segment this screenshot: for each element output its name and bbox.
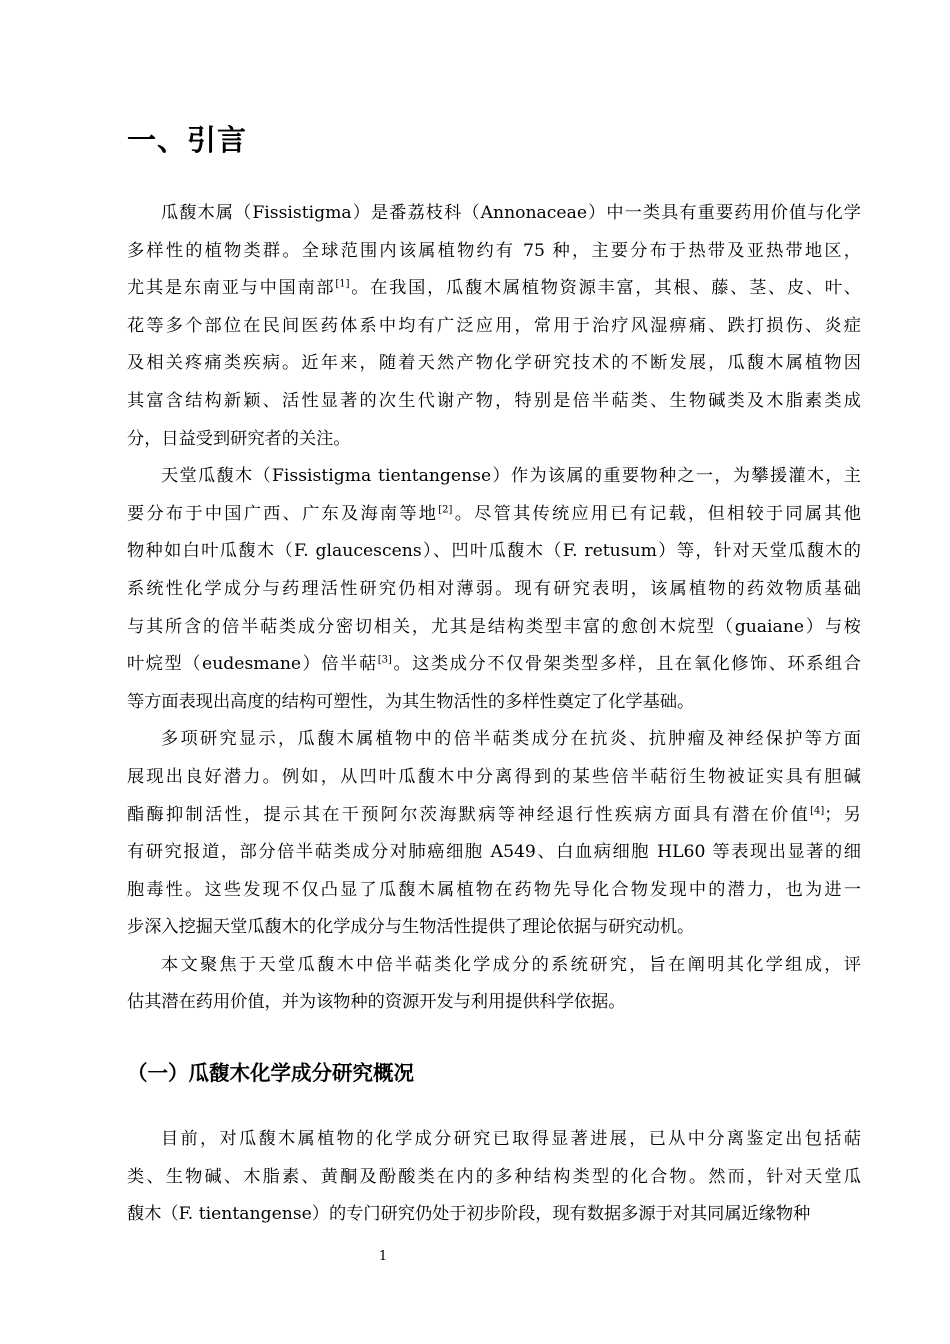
line-text: 叶烷型（eudesmane）倍半萜 (127, 654, 378, 675)
line-text: 尤其是东南亚与中国南部 (127, 278, 336, 299)
paragraph (127, 947, 861, 1022)
text-line: 类、生物碱、木脂素、黄酮及酚酸类在内的多种结构类型的化合物。然而，针对天堂瓜 (127, 1166, 861, 1187)
text-line: 有研究报道，部分倍半萜类成分对肺癌细胞 A549、白血病细胞 HL60 等表现出显著的细 (127, 842, 861, 863)
text-line (127, 646, 861, 684)
text-line: 等方面表现出高度的结构可塑性，为其生物活性的多样性奠定了化学基础。 (127, 691, 695, 712)
text-line: 系统性化学成分与药理活性研究仍相对薄弱。现有研究表明，该属植物的药效物质基础 (127, 578, 861, 599)
text-line: 展现出良好潜力。例如，从凹叶瓜馥木中分离得到的某些倍半萜衍生物被证实具有胆碱 (127, 766, 861, 787)
text-line: 与其所含的倍半萜类成分密切相关，尤其是结构类型丰富的愈创木烷型（guaiane）与桉 (127, 616, 861, 637)
text-line: 本文聚焦于天堂瓜馥木中倍半萜类化学成分的系统研究，旨在阐明其化学组成，评 (161, 954, 861, 975)
intro-body (127, 195, 861, 1022)
page-number: 1 (378, 1249, 388, 1264)
line-text: 。尽管其传统应用已有记载，但相较于同属其他 (452, 503, 861, 524)
text-line: 目前，对瓜馥木属植物的化学成分研究已取得显著进展，已从中分离鉴定出包括萜 (161, 1129, 861, 1149)
citation-marker: [1] (335, 278, 350, 290)
text-line: 物种如白叶瓜馥木（F. glaucescens）、凹叶瓜馥木（F. retusum）等，针对天堂瓜馥木的 (127, 541, 861, 562)
text-line: 花等多个部位在民间医药体系中均有广泛应用，常用于治疗风湿痹痛、跌打损伤、炎症 (127, 315, 861, 336)
text-line: 估其潜在药用价值，并为该物种的资源开发与利用提供科学依据。 (127, 992, 626, 1013)
citation-marker: [2] (438, 504, 453, 516)
text-line: 分，日益受到研究者的关注。 (127, 428, 351, 449)
text-line: 馥木（F. tientangense）的专门研究仍处于初步阶段，现有数据多源于对其同属近缘物种 (127, 1204, 811, 1225)
line-text: ；另 (824, 804, 861, 825)
text-line: 多项研究显示，瓜馥木属植物中的倍半萜类成分在抗炎、抗肿瘤及神经保护等方面 (161, 729, 861, 750)
text-line: 胞毒性。这些发现不仅凸显了瓜馥木属植物在药物先导化合物发现中的潜力，也为进一 (127, 879, 861, 900)
line-text: 要分布于中国广西、广东及海南等地 (127, 503, 439, 524)
text-line: 其富含结构新颖、活性显著的次生代谢产物，特别是倍半萜类、生物碱类及木脂素类成 (127, 390, 861, 411)
text-line: 步深入挖掘天堂瓜馥木的化学成分与生物活性提供了理论依据与研究动机。 (127, 917, 695, 938)
text-line (127, 797, 861, 835)
text-line: 天堂瓜馥木（Fissistigma tientangense）作为该属的重要物种之一，为攀援灌木，主 (161, 466, 861, 487)
section-title: 一、引言 (127, 123, 248, 157)
paragraph (127, 721, 861, 947)
line-text: 。在我国，瓜馥木属植物资源丰富，其根、藤、茎、皮、叶、 (349, 278, 861, 299)
text-line: 瓜馥木属（Fissistigma）是番荔枝科（Annonaceae）中一类具有重要药用价值与化学 (161, 203, 861, 223)
paragraph (127, 195, 861, 458)
subsection-title: （一）瓜馥木化学成分研究概况 (127, 1061, 414, 1085)
paragraph (127, 458, 861, 721)
paragraph (127, 1121, 861, 1234)
text-line (127, 496, 861, 534)
citation-marker: [4] (810, 804, 825, 816)
text-line: 及相关疼痛类疾病。近年来，随着天然产物化学研究技术的不断发展，瓜馥木属植物因 (127, 353, 861, 374)
text-line: 多样性的植物类群。全球范围内该属植物约有 75 种，主要分布于热带及亚热带地区， (127, 240, 861, 261)
text-line (127, 270, 861, 308)
subsection-body (127, 1121, 861, 1234)
line-text: 。这类成分不仅骨架类型多样，且在氧化修饰、环系组合 (391, 654, 861, 675)
line-text: 酯酶抑制活性，提示其在干预阿尔茨海默病等神经退行性疾病方面具有潜在价值 (127, 804, 811, 825)
citation-marker: [3] (377, 654, 392, 666)
